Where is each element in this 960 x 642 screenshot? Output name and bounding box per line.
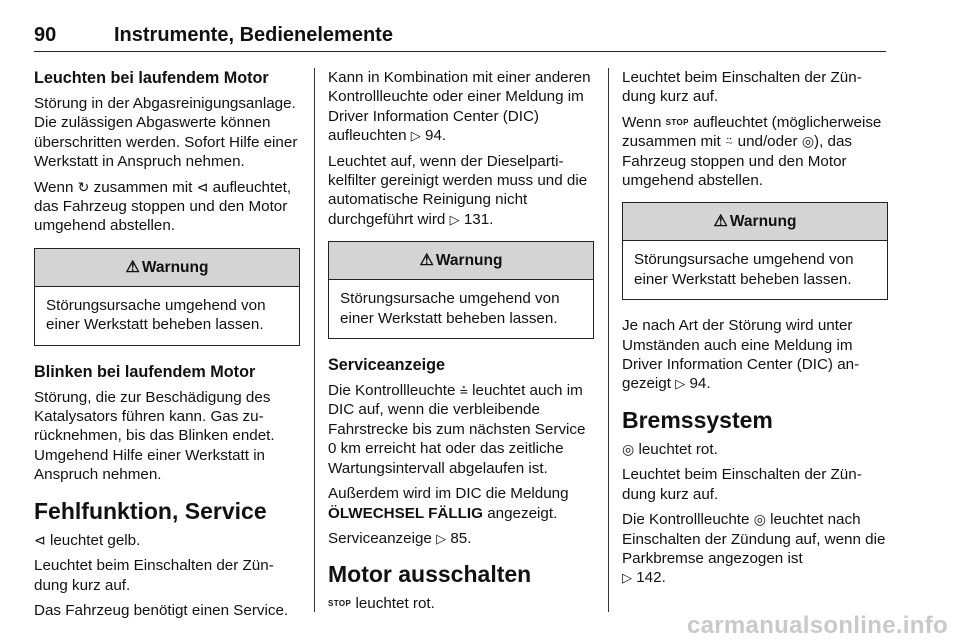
warning-text: Störungsursache umgehend von einer Werkstatt beheben lassen.	[46, 296, 266, 334]
paragraph: Je nach Art der Störung wird unter Umständen auch eine Meldung im Driver Information Center (DIC) angezeigt ▷ 94.	[622, 317, 860, 393]
paragraph: Störung, die zur Beschädigung des Katalysators führen kann. Gas zurücknehmen, bis das Blinken endet. Umgehend Hilfe einer Werkstatt in Anspruch nehmen.	[34, 388, 275, 484]
paragraph: Leuchtet beim Einschalten der Zündung kurz auf.	[34, 557, 274, 594]
column-divider	[314, 68, 315, 612]
paragraph: Kann in Kombination mit einer anderen Kontrollleuchte oder einer Meldung im Driver Information Center (DIC) aufleuchten ▷ 94.	[328, 69, 591, 145]
page-ref-icon: ▷	[436, 530, 447, 546]
paragraph: ◎ leuchtet rot.	[622, 440, 718, 458]
section-heading: Fehlfunktion, Service	[34, 497, 267, 524]
section-heading: Serviceanzeige	[328, 356, 445, 375]
paragraph: ⊲ leuchtet gelb.	[34, 531, 141, 549]
section-heading: Leuchten bei laufendem Motor	[34, 69, 269, 87]
paragraph: Das Fahrzeug benötigt einen Service.	[34, 601, 289, 619]
warning-text: Störungsursache umgehend von einer Werkstatt beheben lassen.	[634, 251, 854, 288]
oil-can-icon: ⩮	[459, 382, 468, 399]
page-number: 90	[34, 24, 57, 46]
watermark: carmanualsonline.info	[686, 612, 948, 639]
column-2	[328, 68, 594, 620]
paragraph: Die Kontrollleuchte ◎ leuchtet nach Einschalten der Zündung auf, wenn die Parkbremse angezogen ist ▷ 142.	[622, 511, 886, 587]
brake-icon: ◎	[622, 440, 635, 457]
page-ref-icon: ▷	[622, 570, 632, 586]
warning-text: Störungsursache umgehend von einer Werkstatt beheben lassen.	[340, 290, 560, 327]
paragraph: Leuchtet beim Einschalten der Zündung kurz auf.	[622, 466, 862, 503]
paragraph: STOP leuchtet rot.	[328, 595, 435, 613]
paragraph: Wenn ↻ zusammen mit ⊲ aufleuchtet, das Fahrzeug stoppen und den Motor umgehend abstellen.	[34, 178, 292, 235]
paragraph: Die Kontrollleuchte ⩮ leuchtet auch im DIC auf, wenn die verbleibende Fahrstrecke bis zum nächsten Service 0 km erreicht hat oder das zeitliche Wartungsintervall abgelaufen ist.	[328, 382, 586, 477]
engine-glow-icon: ↻	[77, 178, 90, 195]
section-heading: Blinken bei laufendem Motor	[34, 362, 256, 381]
brake-icon: ◎	[753, 511, 766, 528]
column-3	[622, 68, 888, 594]
page-header	[34, 20, 886, 52]
chapter-title: Instrumente, Bedienelemente	[114, 24, 393, 46]
wrench-car-icon: ⊲	[196, 178, 209, 195]
section-heading: Motor ausschalten	[328, 561, 532, 588]
paragraph: Leuchtet auf, wenn der Dieselpartikelfilter gereinigt werden muss und die automatische Reinigung nicht durchgeführt wird ▷ 131.	[328, 152, 588, 228]
warning-triangle-icon: ⚠	[713, 213, 728, 231]
warning-box: ⚠ Warnung Störungsursache umgehend von einer Werkstatt beheben lassen.	[622, 202, 888, 300]
paragraph: Serviceanzeige ▷ 85.	[328, 529, 472, 547]
stop-icon: STOP	[665, 117, 689, 127]
section-heading: Bremssystem	[622, 406, 773, 433]
page-ref-icon: ▷	[410, 128, 421, 144]
warning-box: ⚠ Warnung Störungsursache umgehend von einer Werkstatt beheben lassen.	[328, 241, 594, 339]
column-1	[34, 68, 300, 626]
coolant-temperature-icon: ⍨	[724, 133, 734, 150]
paragraph: Außerdem wird im DIC die Meldung ÖLWECHSEL FÄLLIG angezeigt.	[328, 485, 569, 522]
column-divider	[608, 68, 609, 612]
warning-triangle-icon: ⚠	[125, 258, 140, 276]
warning-triangle-icon: ⚠	[419, 252, 434, 270]
wrench-car-icon: ⊲	[34, 531, 46, 548]
brake-icon: ◎	[801, 133, 815, 150]
paragraph: Leuchtet beim Einschalten der Zündung kurz auf.	[622, 69, 862, 106]
paragraph: Wenn STOP aufleuchtet (möglicherweise zusammen mit ⍨ und/oder ◎), das Fahrzeug stoppen und den Motor umgehend abstellen.	[622, 113, 882, 190]
page-ref-icon: ▷	[675, 376, 686, 392]
stop-icon: STOP	[328, 599, 352, 609]
page-ref-icon: ▷	[449, 211, 460, 227]
warning-box: ⚠ Warnung Störungsursache umgehend von einer Werkstatt beheben lassen.	[34, 248, 300, 346]
paragraph: Störung in der Abgasreinigungsanlage. Die zulässigen Abgaswerte können überschritten werden. Sofort Hilfe einer Werkstatt in Anspruch nehmen.	[34, 95, 298, 171]
